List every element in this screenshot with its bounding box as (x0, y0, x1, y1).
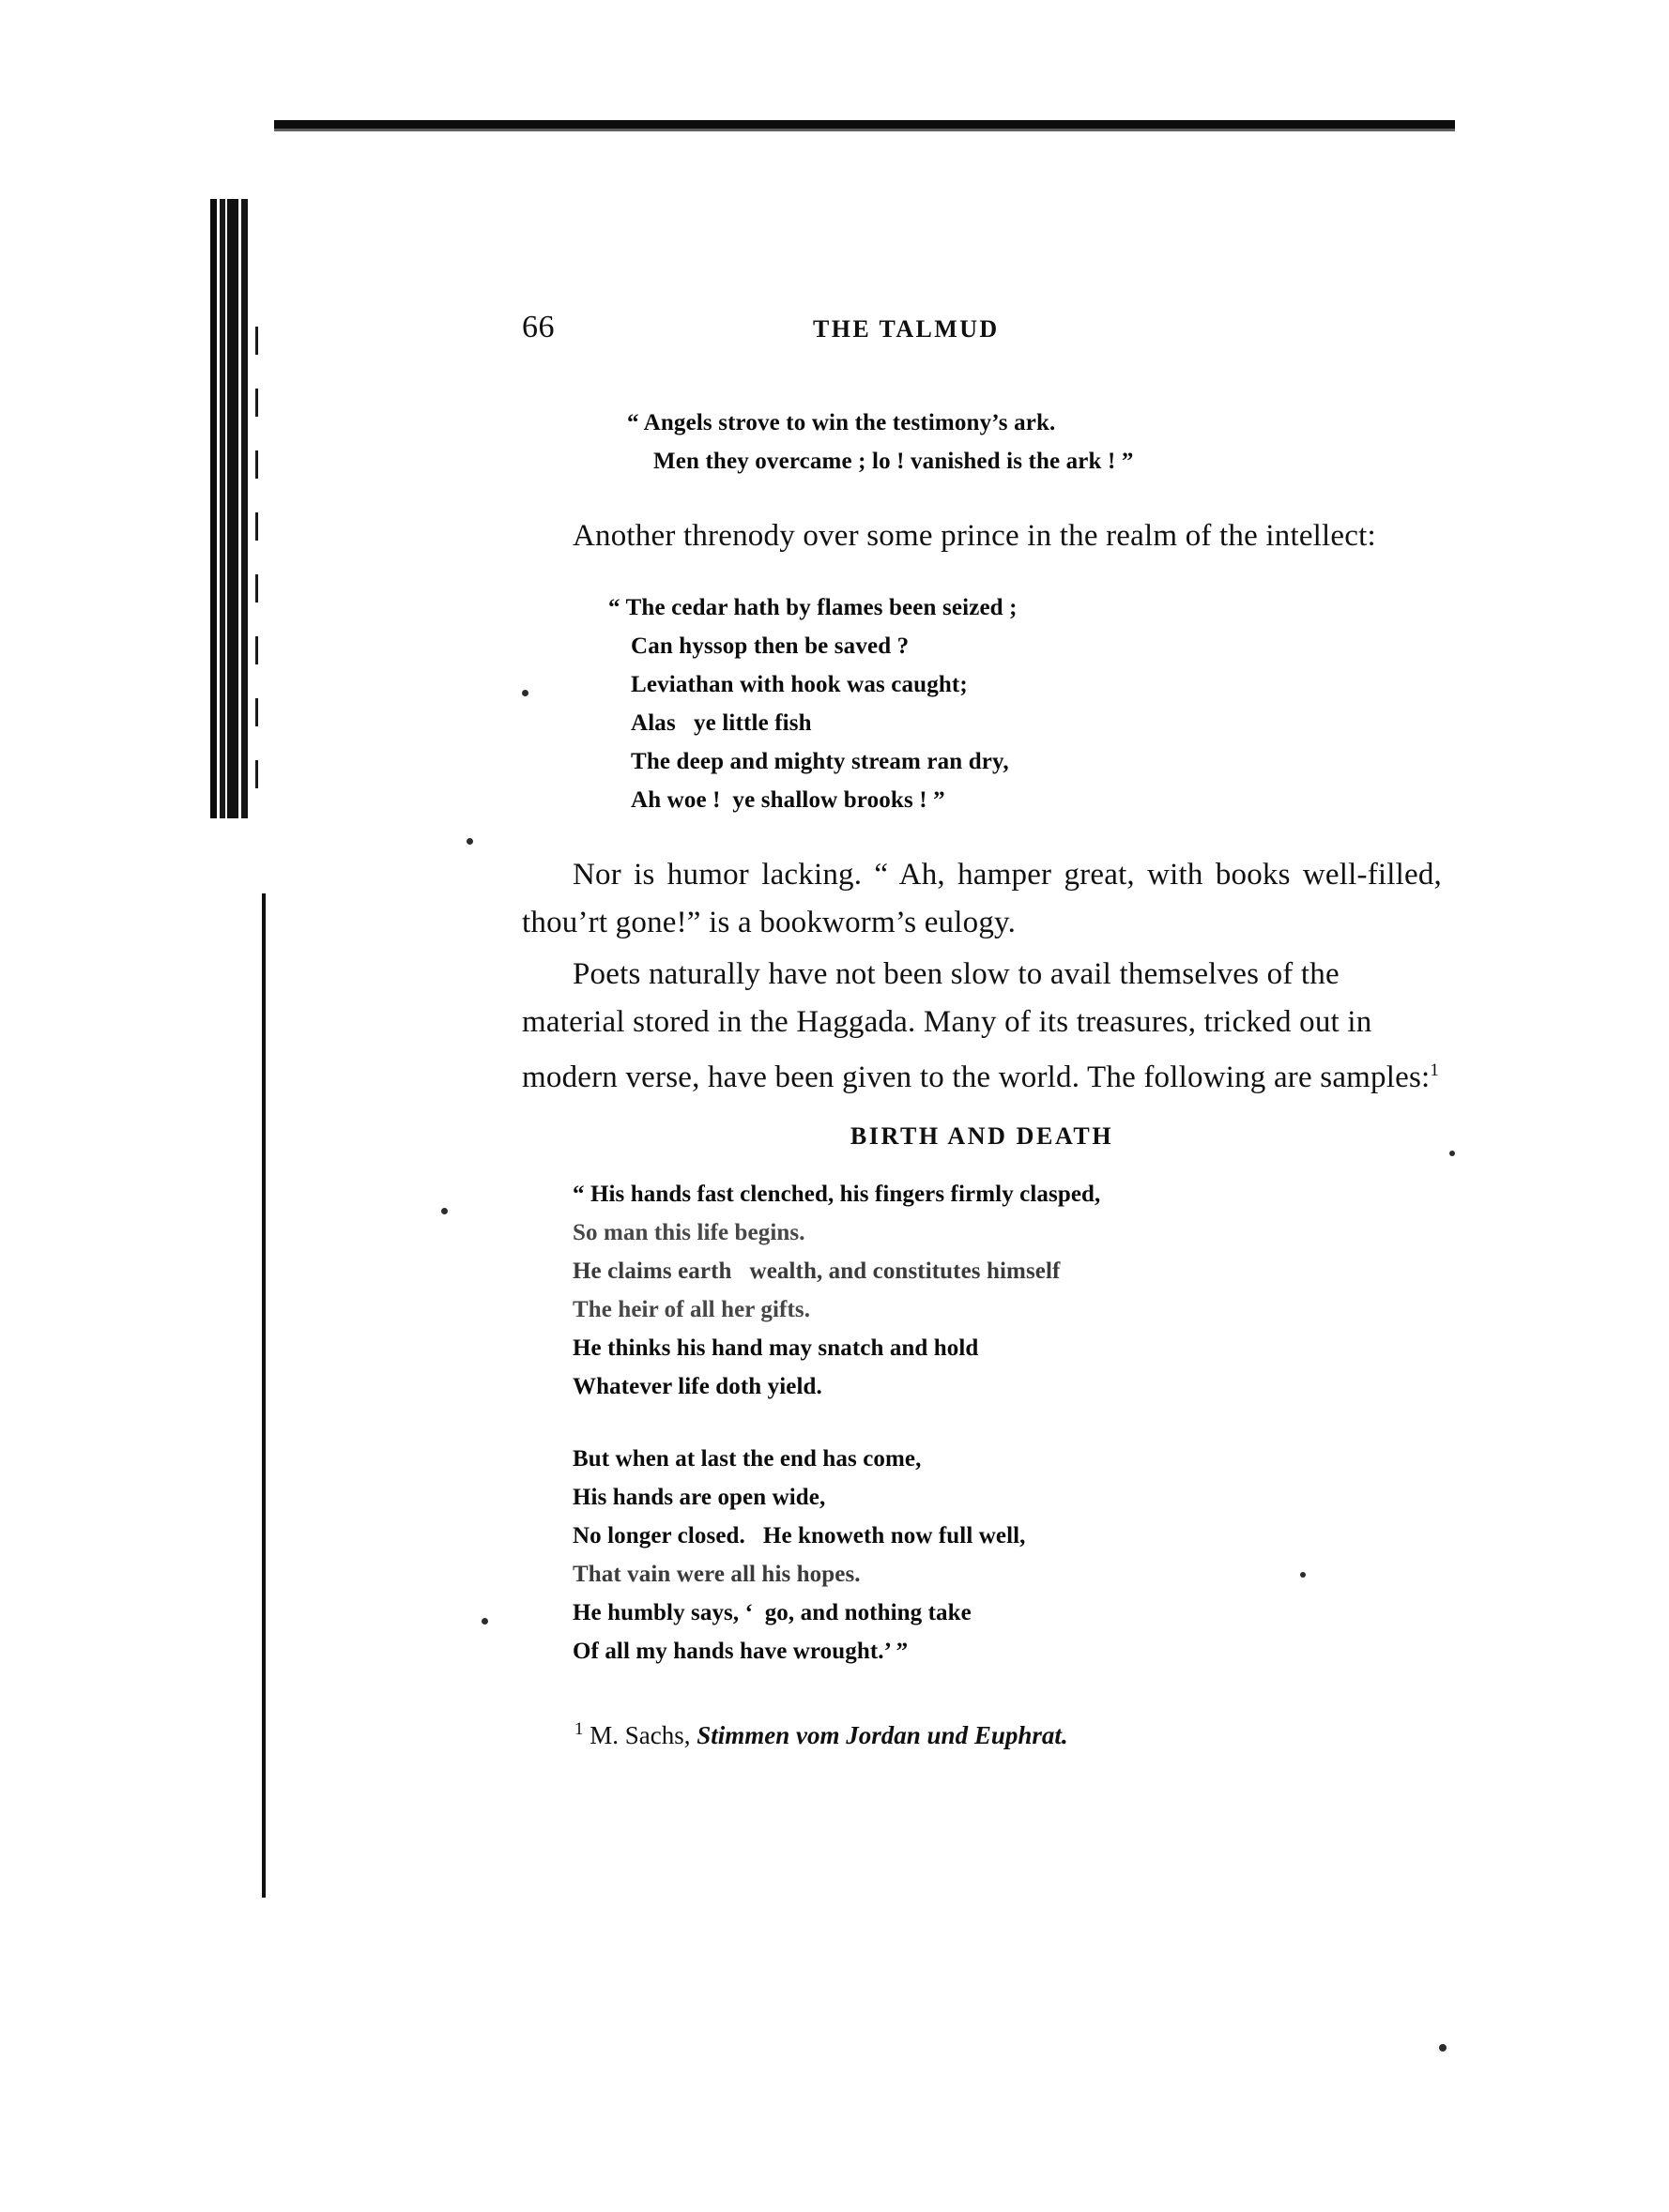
poem-title: BIRTH AND DEATH (850, 1122, 1114, 1150)
verse-line: Men they overcame ; lo ! vanished is the ark ! ” (653, 449, 1134, 474)
poem-line: He thinks his hand may snatch and hold (573, 1335, 979, 1361)
scan-speck (482, 1618, 488, 1625)
poem-stanza (546, 1440, 1442, 1670)
poem-line: His hands are open wide, (573, 1485, 826, 1510)
poem-line: Whatever life doth yield. (573, 1374, 822, 1399)
verse-line: Can hyssop then be saved ? (631, 633, 910, 659)
poem-line: So man this life begins. (573, 1220, 805, 1245)
paragraph-poets (522, 951, 1442, 1102)
footnote-author: M. Sachs, (590, 1721, 691, 1749)
poem-line: He claims earth wealth, and constitutes himself (573, 1259, 1061, 1284)
poem-stanza (546, 1175, 1442, 1406)
poem-line: “ His hands fast clenched, his fingers firmly clasped, (573, 1182, 1101, 1207)
poem-line: But when at last the end has come, (573, 1446, 922, 1472)
scan-gutter-line (262, 893, 266, 1898)
scan-speck (441, 1208, 448, 1214)
paragraph-humor: Nor is humor lacking. “ Ah, hamper great, with books well-filled, thou’rt gone!” is a bookworm’s eulogy. (522, 858, 1442, 939)
poem-line: He humbly says, ‘ go, and nothing take (573, 1600, 972, 1625)
quoted-verse-opening (627, 404, 1442, 481)
page-top-rule (274, 120, 1455, 129)
paragraph-poets-text: Poets naturally have not been slow to avail themselves of the material stored in the Haggada. Many of its treasures, tricked out in modern verse, have been given to the world. The following are samples: (522, 957, 1431, 1094)
poem-line: The heir of all her gifts. (573, 1297, 811, 1322)
running-head (522, 310, 1442, 358)
poem-line: Of all my hands have wrought.’ ” (573, 1639, 909, 1664)
scan-speck (1439, 2044, 1447, 2052)
verse-line: “ Angels strove to win the testimony’s ark. (627, 410, 1056, 435)
footnote-reference: 1 (1430, 1060, 1440, 1080)
verse-line: Leviathan with hook was caught; (631, 672, 968, 697)
verse-line: “ The cedar hath by flames been seized ; (608, 595, 1018, 620)
scan-speck (1449, 1151, 1455, 1156)
scan-edge-artifact (210, 199, 253, 818)
poem-birth-and-death (546, 1175, 1442, 1670)
running-head-title: THE TALMUD (813, 315, 1000, 343)
paragraph-threnody-intro: Another threnody over some prince in the realm of the intellect: (573, 519, 1376, 553)
verse-line: Alas ye little fish (631, 710, 812, 736)
poem-line: That vain were all his hopes. (573, 1562, 861, 1587)
page-number: 66 (522, 310, 555, 344)
footnote-marker: 1 (574, 1719, 584, 1739)
verse-line: The deep and mighty stream ran dry, (631, 749, 1009, 774)
page-content (522, 310, 1442, 1753)
poem-line: No longer closed. He knoweth now full well, (573, 1523, 1026, 1548)
verse-line: Ah woe ! ye shallow brooks ! ” (631, 787, 945, 813)
quoted-verse-cedar (608, 588, 1442, 819)
footnote-source-title: Stimmen vom Jordan und Euphrat. (697, 1721, 1068, 1749)
footnote (574, 1712, 1442, 1753)
scan-edge-dashes (255, 327, 258, 811)
scan-speck (467, 838, 473, 845)
